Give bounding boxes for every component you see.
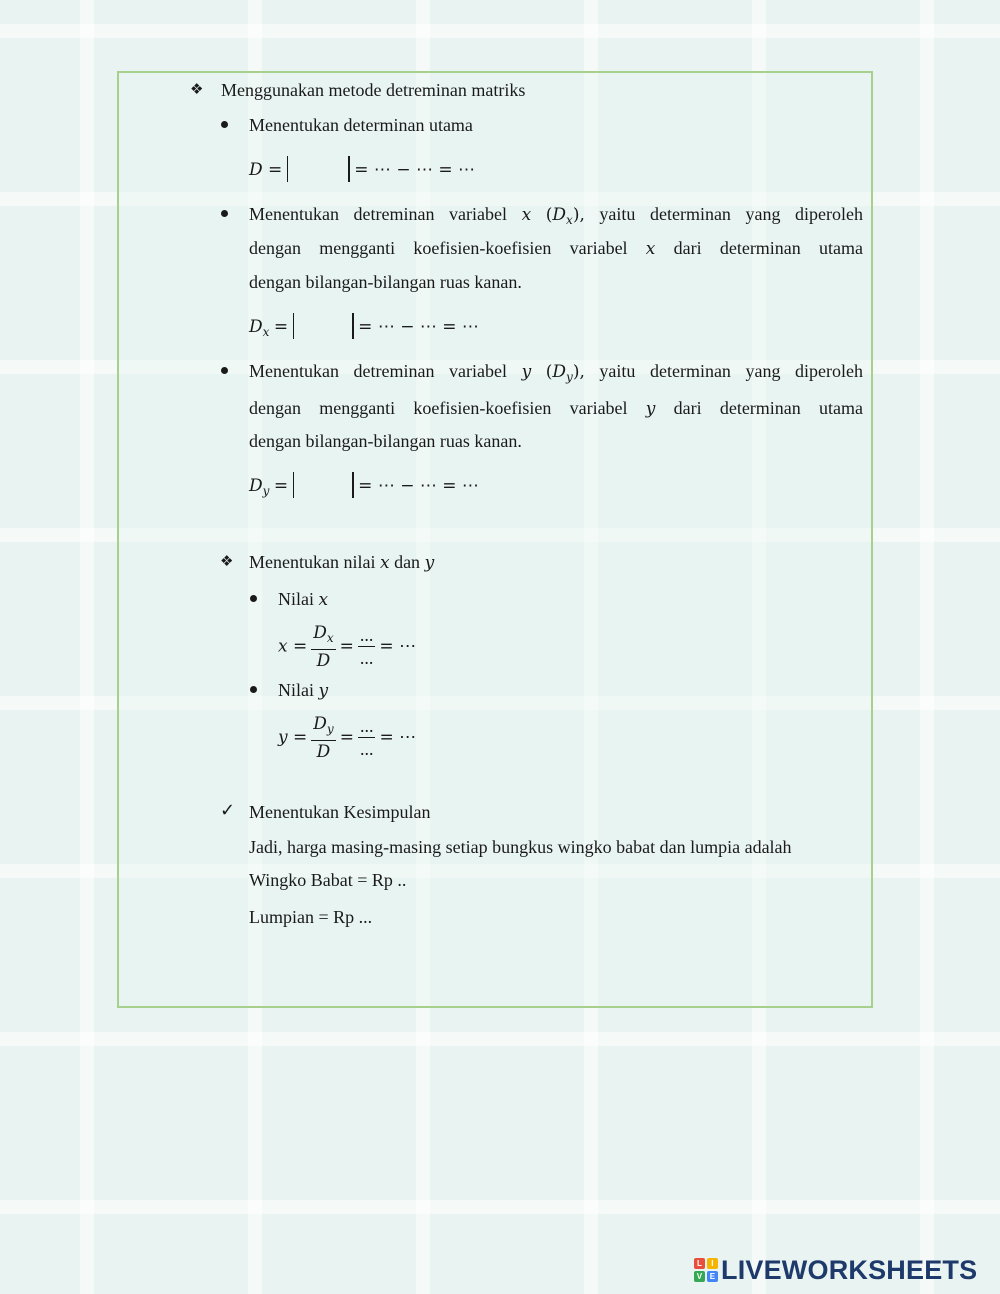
dot-bullet-icon [221,367,228,374]
item3-line3: dengan bilangan-bilangan ruas kanan. [249,431,522,451]
formula-rhs: = ⋯ − ⋯ = ⋯ [354,160,476,180]
nilai-var: y [318,681,329,701]
item3-var: y [645,399,656,419]
nilai-y-label [278,679,328,702]
frac-answer-num: ... [359,716,374,736]
item2-var: x [521,205,532,225]
item3-line2 [249,397,863,420]
item2-line2 [249,237,863,260]
item3-line2-start: dengan mengganti koefisien-koefisien variabel [249,398,628,418]
logo-grid-icon [694,1258,718,1282]
formula-tail: = ⋯ [379,727,417,748]
matrix-bar-left [287,156,289,182]
matrix-bar-right [348,156,350,182]
section2-var-y: y [424,553,435,573]
fraction-dy-d [311,713,335,762]
formula-rhs: = ⋯ − ⋯ = ⋯ [358,317,479,337]
section2-var-x: x [379,553,390,573]
nilai-label: Nilai [278,589,314,609]
determinant-y-formula [249,472,479,502]
fraction-answer[interactable] [358,716,376,759]
formula-letter: D [249,317,263,337]
formula-eq: = [273,317,289,337]
matrix-bar-left [293,313,295,339]
det-letter: D [552,362,567,382]
fraction-dx-d [311,622,335,671]
section2-title [249,551,434,574]
formula-sub: x [262,325,270,339]
nilai-var: x [318,590,329,610]
frac-answer-den: ... [359,739,374,759]
dot-bullet-icon [221,210,228,217]
formula-eq: = [339,636,354,657]
conclusion-title: Menentukan Kesimpulan [249,802,431,822]
det-sub: x [566,213,573,227]
nilai-y-formula [278,713,416,762]
item3-var: y [521,362,532,382]
frac-answer-den: ... [359,648,374,668]
frac-num-sub: x [326,631,334,645]
formula-eq: = [339,727,354,748]
matrix-bar-right [352,313,354,339]
formula-tail: = ⋯ [379,636,417,657]
item2-line2-end: dari determinan utama [673,238,864,258]
frac-num-letter: D [313,714,327,734]
conclusion-line1: Jadi, harga masing-masing setiap bungkus wingko babat dan lumpia adalah [249,837,792,857]
item3-line1 [249,360,863,388]
liveworksheets-logo [694,1255,977,1285]
logo-cell: I [707,1258,718,1269]
frac-num-sub: y [326,722,334,736]
conclusion-wingko[interactable]: Wingko Babat = Rp .. [249,870,407,890]
paren-close: ), [572,205,585,225]
item2-line3: dengan bilangan-bilangan ruas kanan. [249,272,522,292]
item3-line2-end: dari determinan utama [673,398,864,418]
frac-den: D [316,742,331,762]
matrix-bar-right [352,472,354,498]
diamond-bullet-icon: ❖ [190,80,204,98]
item2-line1-start: Menentukan detreminan variabel [249,204,508,224]
nilai-label: Nilai [278,680,314,700]
item2-line1 [249,203,863,231]
item2-var: x [645,239,656,259]
logo-cell: V [694,1271,705,1282]
formula-eq: = [273,476,289,496]
dot-bullet-icon [250,595,257,602]
paren-open: ( [545,362,553,382]
logo-text: LIVEWORKSHEETS [721,1254,978,1285]
formula-rhs: = ⋯ − ⋯ = ⋯ [358,476,479,496]
item1-label: Menentukan determinan utama [249,115,473,135]
item2-line1-end: yaitu determinan yang diperoleh [599,204,864,224]
determinant-main-formula [249,156,475,182]
formula-letter: D [249,476,263,496]
section2-title-mid: dan [394,552,421,572]
formula-lhs: D = [249,160,283,180]
logo-cell: L [694,1258,705,1269]
section2-title-start: Menentukan nilai [249,552,376,572]
item3-line1-end: yaitu determinan yang diperoleh [599,361,864,381]
dot-bullet-icon [221,121,228,128]
frac-answer-num: ... [359,625,374,645]
paren-close: ), [572,362,585,382]
section1-title: Menggunakan metode detreminan matriks [221,80,526,100]
item2-line2-start: dengan mengganti koefisien-koefisien variabel [249,238,628,258]
diamond-bullet-icon: ❖ [220,552,234,570]
conclusion-lumpian[interactable]: Lumpian = Rp ... [249,907,373,927]
formula-lhs: y = [278,727,308,748]
nilai-x-label [278,588,328,611]
frac-num-letter: D [313,623,327,643]
formula-sub: y [262,484,270,498]
frac-den: D [316,651,331,671]
det-letter: D [552,205,567,225]
formula-lhs: x = [278,636,308,657]
fraction-answer[interactable] [358,625,376,668]
nilai-x-formula [278,622,416,671]
det-sub: y [566,370,573,384]
logo-cell: E [707,1271,718,1282]
paren-open: ( [545,205,553,225]
matrix-bar-left [293,472,295,498]
dot-bullet-icon [250,686,257,693]
checkmark-icon: ✓ [220,800,236,821]
item3-line1-start: Menentukan detreminan variabel [249,361,508,381]
determinant-x-formula [249,313,479,343]
